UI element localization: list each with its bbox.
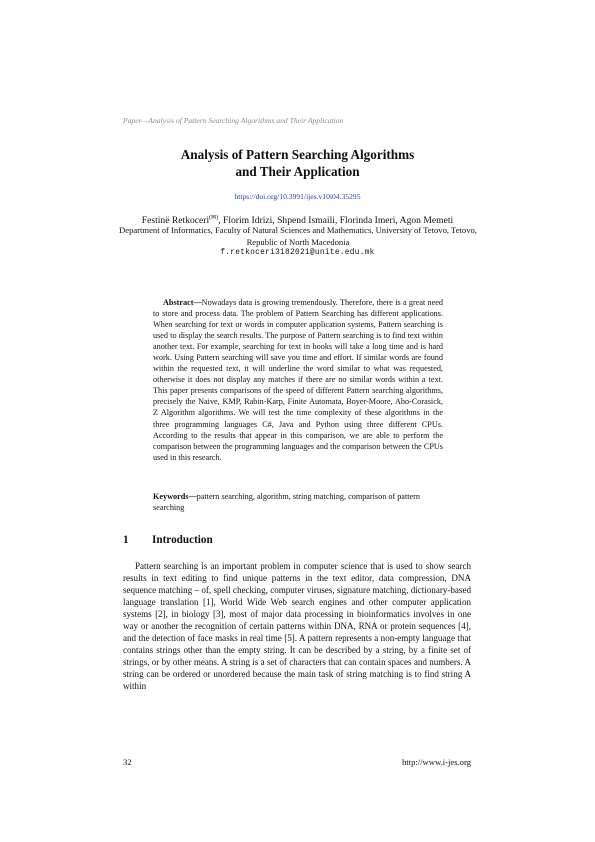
corresponding-author-marker: (✉) <box>209 215 219 221</box>
section-number: 1 <box>123 534 129 546</box>
abstract-text: Nowadays data is growing tremendously. Therefore, there is a great need to store and process data. The problem of Pattern Searching has different applications. When searching for text or words in computer application systems, Pattern searching is used to display the search results. The purpose of Pattern searching is to find text within another text. For example, searching for text in books will take a long time and is hard work. Using Pattern searching will save you time and effort. If similar words are found within the requested text, it will underline the word similar to what was requested, otherwise it does not display any matches if there are no similar words within a text. This paper presents comparisons of the speed of different Pattern searching algorithms, precisely the Naive, KMP, Rabin-Karp, Finite Automata, Boyer-Moore, Aho-Corasick, Z Algorithm algorithms. We will test the time complexity of these algorithms in the three programming languages C#, Java and Python using three different CPUs. According to the results that appear in this comparison, we are able to perform the comparison between the programming languages and the comparison between the CPUs used in this research. <box>153 298 443 462</box>
other-authors: , Florim Idrizi, Shpend Ismaili, Florinda Imeri, Agon Memeti <box>218 215 454 227</box>
abstract-label: Abstract— <box>163 298 202 307</box>
keywords-text: pattern searching, algorithm, string matching, comparison of pattern searching <box>153 492 420 512</box>
title-line-1: Analysis of Pattern Searching Algorithms <box>180 147 415 162</box>
introduction-paragraph <box>123 560 471 693</box>
author-email[interactable]: f.retkoceri3182021@unite.edu.mk <box>220 249 375 257</box>
journal-url[interactable]: http://www.i-jes.org <box>402 757 471 767</box>
title-line-2: and Their Application <box>235 164 360 179</box>
keywords <box>153 491 443 513</box>
page-number: 32 <box>123 757 132 767</box>
paper-title <box>0 146 595 180</box>
first-author: Festinë Retkoceri <box>141 215 210 227</box>
keywords-label: Keywords— <box>153 492 197 501</box>
affiliation: Department of Informatics, Faculty of Natural Sciences and Mathematics, University of Tetovo, Tetovo, Republic of North Macedonia <box>119 225 477 247</box>
running-head: Paper—Analysis of Pattern Searching Algorithms and Their Application <box>123 116 344 125</box>
section-title: Introduction <box>152 534 213 546</box>
doi-link[interactable]: https://doi.org/10.3991/ijes.v10i04.35295 <box>234 192 361 201</box>
introduction-text: Pattern searching is an important problem in computer science that is used to show search results in text editing to find unique patterns in the text editor, data compression, DNA sequence matching – of, spell checking, computer viruses, signature matching, dictionary-based language translation [1], World Wide Web search engines and other computer application systems [2], in biology [3], most of major data processing in bioinformatics involves in one way or another the recognition of certain patterns within DNA, RNA or protein sequences [4], and the detection of face masks in real time [5]. A pattern represents a non-empty language that contains strings other than the empty string. It can be described by a string, by a finite set of strings, or by other means. A string is a set of characters that can contain spaces and numbers. A string can be ordered or unordered because the main task of string matching is to find string A within <box>123 561 471 692</box>
abstract <box>153 297 443 463</box>
section-heading <box>123 534 213 546</box>
